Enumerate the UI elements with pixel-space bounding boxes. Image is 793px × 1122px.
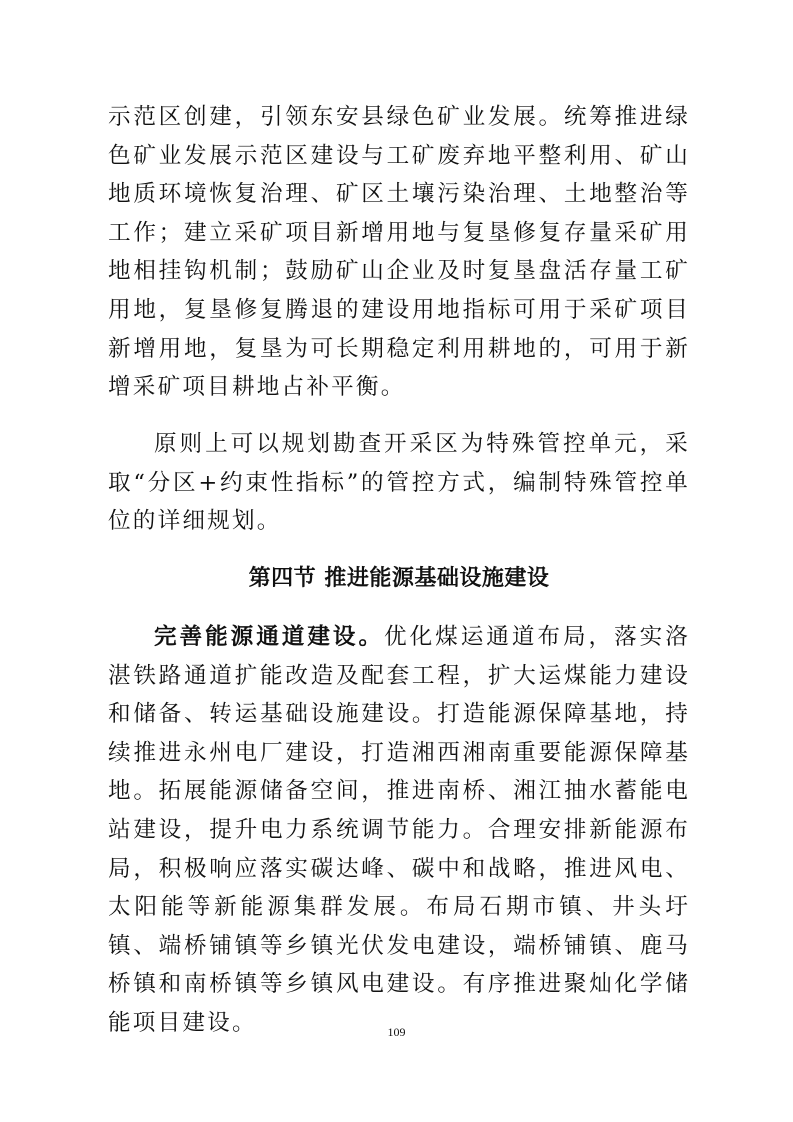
page-number: 109 [387, 1025, 406, 1039]
paragraph-mining-restoration: 示范区创建，引领东安县绿色矿业发展。统筹推进绿色矿业发展示范区建设与工矿废弃地平整利用、矿山地质环境恢复治理、矿区土壤污染治理、土地整治等工作；建立采矿项目新增用地与复垦修复存量采矿用地相挂钩机制；鼓励矿山企业及时复垦盘活存量工矿用地，复垦修复腾退的建设用地指标可用于采矿项目新增用地，复垦为可长期稳定利用耕地的，可用于新增采矿项目耕地占补平衡。 [108, 104, 690, 401]
paragraph-special-control-units: 原则上可以规划勘查开采区为特殊管控单元，采取“分区+约束性指标”的管控方式，编制特殊管控单位的详细规划。 [108, 431, 690, 535]
paragraph-body-text: 优化煤运通道布局，落实洛湛铁路通道扩能改造及配套工程，扩大运煤能力建设和储备、转运基础设施建设。打造能源保障基地，持续推进永州电厂建设，打造湘西湘南重要能源保障基地。拓展能源储备空间，推进南桥、湘江抽水蓄能电站建设，提升电力系统调节能力。合理安排新能源布局，积极响应落实碳达峰、碳中和战略，推进风电、太阳能等新能源集群发展。布局石期市镇、井头圩镇、端桥铺镇等乡镇光伏发电建设，端桥铺镇、鹿马桥镇和南桥镇等乡镇风电建设。有序推进聚灿化学储能项目建设。 [108, 624, 690, 1036]
paragraph-lead-title: 完善能源通道建设。 [154, 624, 385, 650]
section-heading: 第四节 推进能源基础设施建设 [248, 566, 550, 591]
paragraph-energy-channels [108, 618, 690, 1043]
